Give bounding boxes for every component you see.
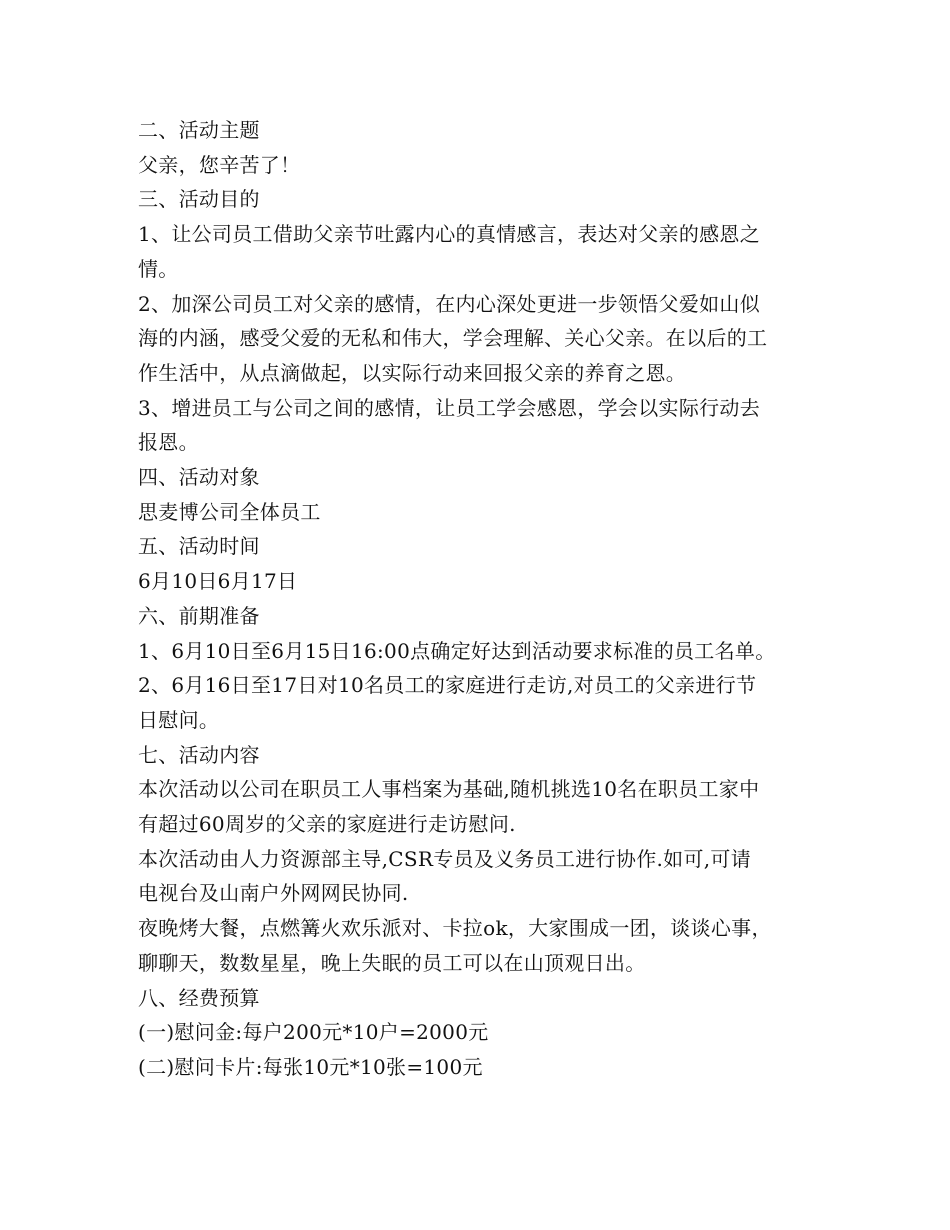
section-heading-time: 五、活动时间 — [138, 534, 260, 559]
section-heading-theme: 二、活动主题 — [138, 118, 260, 142]
section-heading-budget: 八、经费预算 — [138, 985, 260, 1010]
document-body — [138, 113, 828, 1085]
paragraph-line: 2、加深公司员工对父亲的感情，在内心深处更进一步领悟父爱如山似 — [138, 291, 761, 316]
paragraph-line: 本次活动由人力资源部主导,CSR专员及义务员工进行协作.如可,可请 — [138, 846, 752, 871]
paragraph-line: 情。 — [138, 256, 179, 281]
paragraph-line: 夜晚烤大餐，点燃篝火欢乐派对、卡拉ok，大家围成一团，谈谈心事， — [138, 916, 772, 941]
section-heading-audience: 四、活动对象 — [138, 465, 260, 490]
paragraph-line: 2、6月16日至17日对10名员工的家庭进行走访,对员工的父亲进行节 — [138, 673, 757, 698]
paragraph-line: 作生活中，从点滴做起，以实际行动来回报父亲的养育之恩。 — [138, 360, 687, 385]
section-heading-purpose: 三、活动目的 — [138, 187, 260, 212]
section-heading-content: 七、活动内容 — [138, 742, 260, 767]
paragraph-line: 1、让公司员工借助父亲节吐露内心的真情感言，表达对父亲的感恩之 — [138, 222, 761, 247]
paragraph-line: 本次活动以公司在职员工人事档案为基础,随机挑选10名在职员工家中 — [138, 777, 760, 802]
paragraph-line: 3、增进员工与公司之间的感情，让员工学会感恩，学会以实际行动去 — [138, 395, 761, 420]
budget-item: (一)慰问金:每户200元*10户=2000元 — [138, 1020, 489, 1045]
audience-text: 思麦博公司全体员工 — [138, 499, 321, 524]
paragraph-line: 电视台及山南户外网网民协同. — [138, 881, 409, 906]
paragraph-line: 报恩。 — [138, 430, 199, 455]
paragraph-line: 海的内涵，感受父爱的无私和伟大，学会理解、关心父亲。在以后的工 — [138, 326, 768, 351]
paragraph-line: 1、6月10日至6月15日16:00点确定好达到活动要求标准的员工名单。 — [138, 638, 776, 663]
paragraph-line: 有超过60周岁的父亲的家庭进行走访慰问. — [138, 812, 516, 837]
time-text: 6月10日6月17日 — [138, 569, 298, 594]
paragraph-line: 聊聊天，数数星星，晚上失眠的员工可以在山顶观日出。 — [138, 950, 646, 975]
section-heading-preparation: 六、前期准备 — [138, 603, 260, 628]
theme-text: 父亲，您辛苦了！ — [138, 152, 301, 177]
paragraph-line: 日慰问。 — [138, 707, 220, 732]
budget-item: (二)慰问卡片:每张10元*10张=100元 — [138, 1054, 483, 1079]
